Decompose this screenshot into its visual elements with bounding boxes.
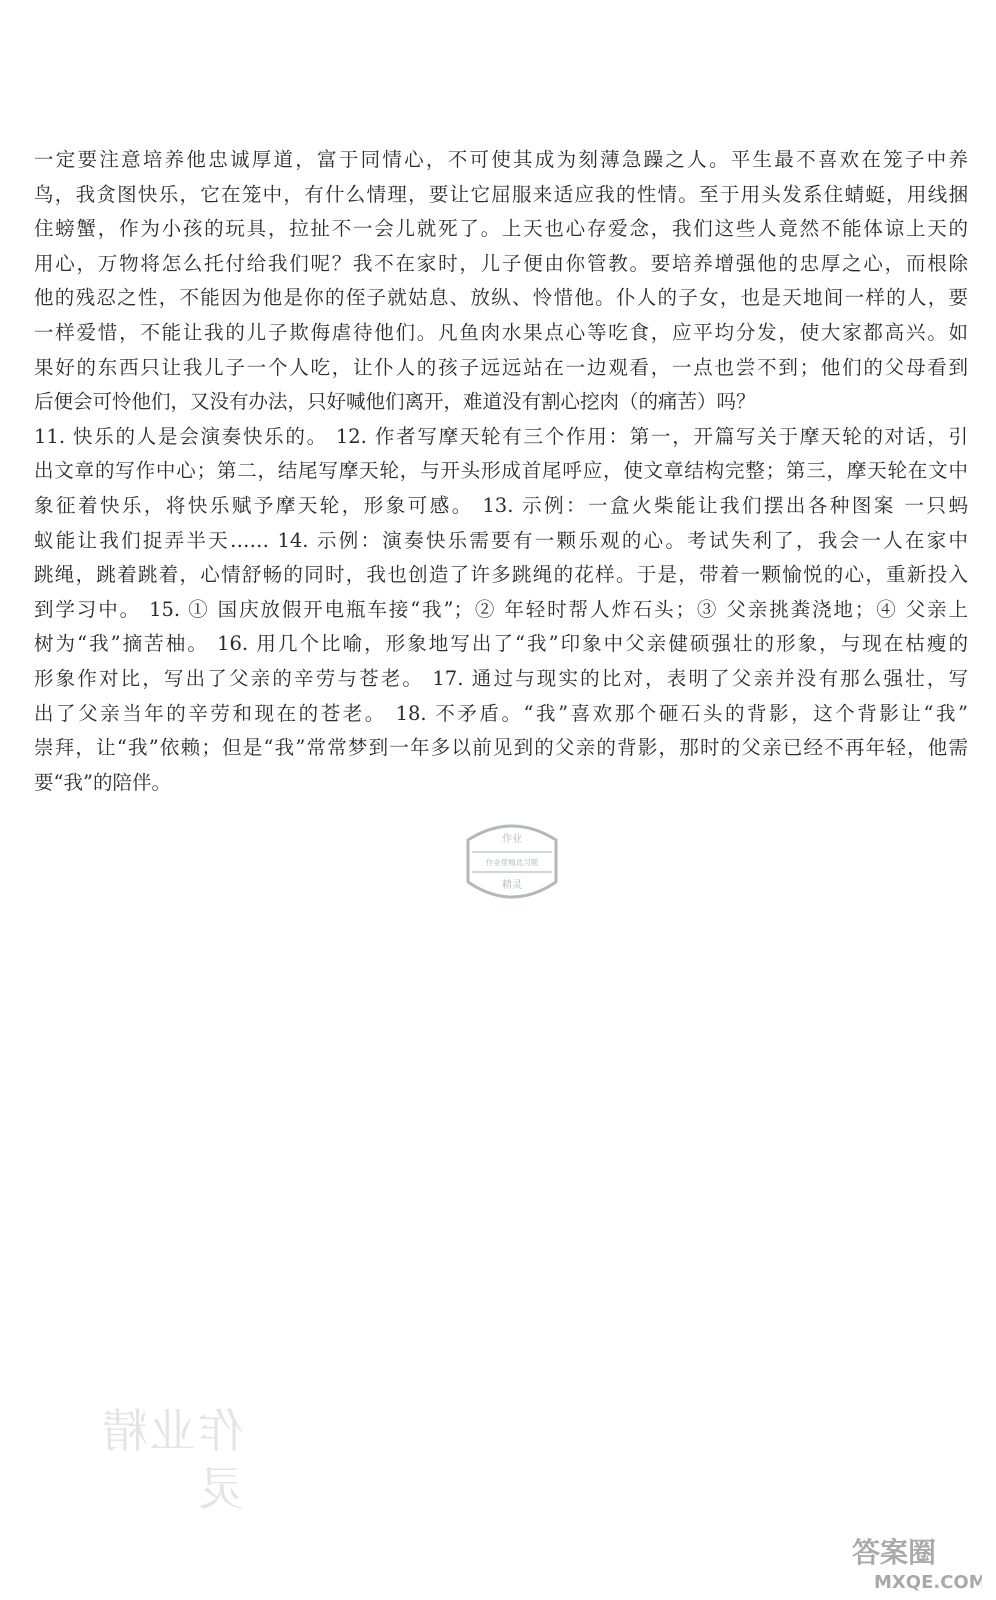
text-line-19: 要“我”的陪伴。 bbox=[34, 770, 171, 794]
watermark-text: 作业精灵 bbox=[100, 1404, 244, 1516]
text-line-7: 果好的东西只让我儿子一个人吃，让仆人的孩子远远站在一边观看，一点也尝不到；他们的父母看到 bbox=[34, 355, 968, 379]
text-line-6: 一样爱惜，不能让我的儿子欺侮虐待他们。凡鱼肉水果点心等吃食，应平均分发，使大家都高兴。如 bbox=[34, 321, 968, 344]
text-line-3: 住螃蟹，作为小孩的玩具，拉扯不一会儿就死了。上天也心存爱念，我们这些人竟然不能体谅上天的 bbox=[34, 217, 968, 241]
text-line-15: 树为“我”摘苦柚。 16. 用几个比喻，形象地写出了“我”印象中父亲健硕强壮的形象，与现在枯瘦的 bbox=[34, 632, 968, 656]
svg-text:作业: 作业 bbox=[502, 834, 522, 845]
stamp-seal bbox=[458, 820, 566, 906]
svg-text:精灵: 精灵 bbox=[502, 880, 522, 891]
text-line-18: 崇拜，让“我”依赖；但是“我”常常梦到一年多以前见到的父亲的背影，那时的父亲已经不再年轻，他需 bbox=[34, 736, 968, 760]
text-line-2: 鸟，我贪图快乐，它在笼中，有什么情理，要让它屈服来适应我的性情。至于用头发系住蜻蜓，用线捆 bbox=[34, 182, 968, 206]
text-line-12: 蚁能让我们捉弄半天…… 14. 示例：演奏快乐需要有一颗乐观的心。考试失利了，我会一人在家中 bbox=[34, 528, 968, 552]
text-line-14: 到学习中。 15. ① 国庆放假开电瓶车接“我”；② 年轻时帮人炸石头；③ 父亲挑粪浇地；④ 父亲上 bbox=[34, 597, 968, 621]
text-line-1: 一定要注意培养他忠诚厚道，富于同情心，不可使其成为刻薄急躁之人。平生最不喜欢在笼子中养 bbox=[34, 148, 968, 171]
svg-text:MXQE.COM: MXQE.COM bbox=[874, 1572, 982, 1593]
text-line-11: 象征着快乐，将快乐赋予摩天轮，形象可感。 13. 示例：一盒火柴能让我们摆出各种图案 一只蚂 bbox=[34, 494, 968, 517]
svg-text:作业帮精选习题: 作业帮精选习题 bbox=[485, 858, 539, 867]
text-line-16: 形象作对比，写出了父亲的辛劳与苍老。 17. 通过与现实的比对，表明了父亲并没有那么强壮，写 bbox=[34, 667, 968, 690]
text-line-8: 后便会可怜他们，又没有办法，只好喊他们离开，难道没有割心挖肉（的痛苦）吗？ bbox=[34, 390, 756, 414]
corner-logo bbox=[848, 1528, 982, 1596]
text-line-9: 11. 快乐的人是会演奏快乐的。 12. 作者写摩天轮有三个作用：第一，开篇写关于摩天轮的对话，引 bbox=[34, 424, 968, 448]
text-line-4: 用心，万物将怎么托付给我们呢？我不在家时，儿子便由你管教。要培养增强他的忠厚之心，而根除 bbox=[34, 251, 968, 275]
text-line-5: 他的残忍之性，不能因为他是你的侄子就姑息、放纵、怜惜他。仆人的子女，也是天地间一样的人，要 bbox=[34, 286, 968, 310]
text-line-13: 跳绳，跳着跳着，心情舒畅的同时，我也创造了许多跳绳的花样。于是，带着一颗愉悦的心，重新投入 bbox=[34, 563, 968, 587]
text-line-10: 出文章的写作中心；第二，结尾写摩天轮，与开头形成首尾呼应，使文章结构完整；第三，摩天轮在文中 bbox=[34, 459, 968, 483]
text-line-17: 出了父亲当年的辛劳和现在的苍老。 18. 不矛盾。“我”喜欢那个砸石头的背影，这个背影让“我” bbox=[34, 701, 968, 725]
svg-text:答案圈: 答案圈 bbox=[852, 1536, 937, 1569]
